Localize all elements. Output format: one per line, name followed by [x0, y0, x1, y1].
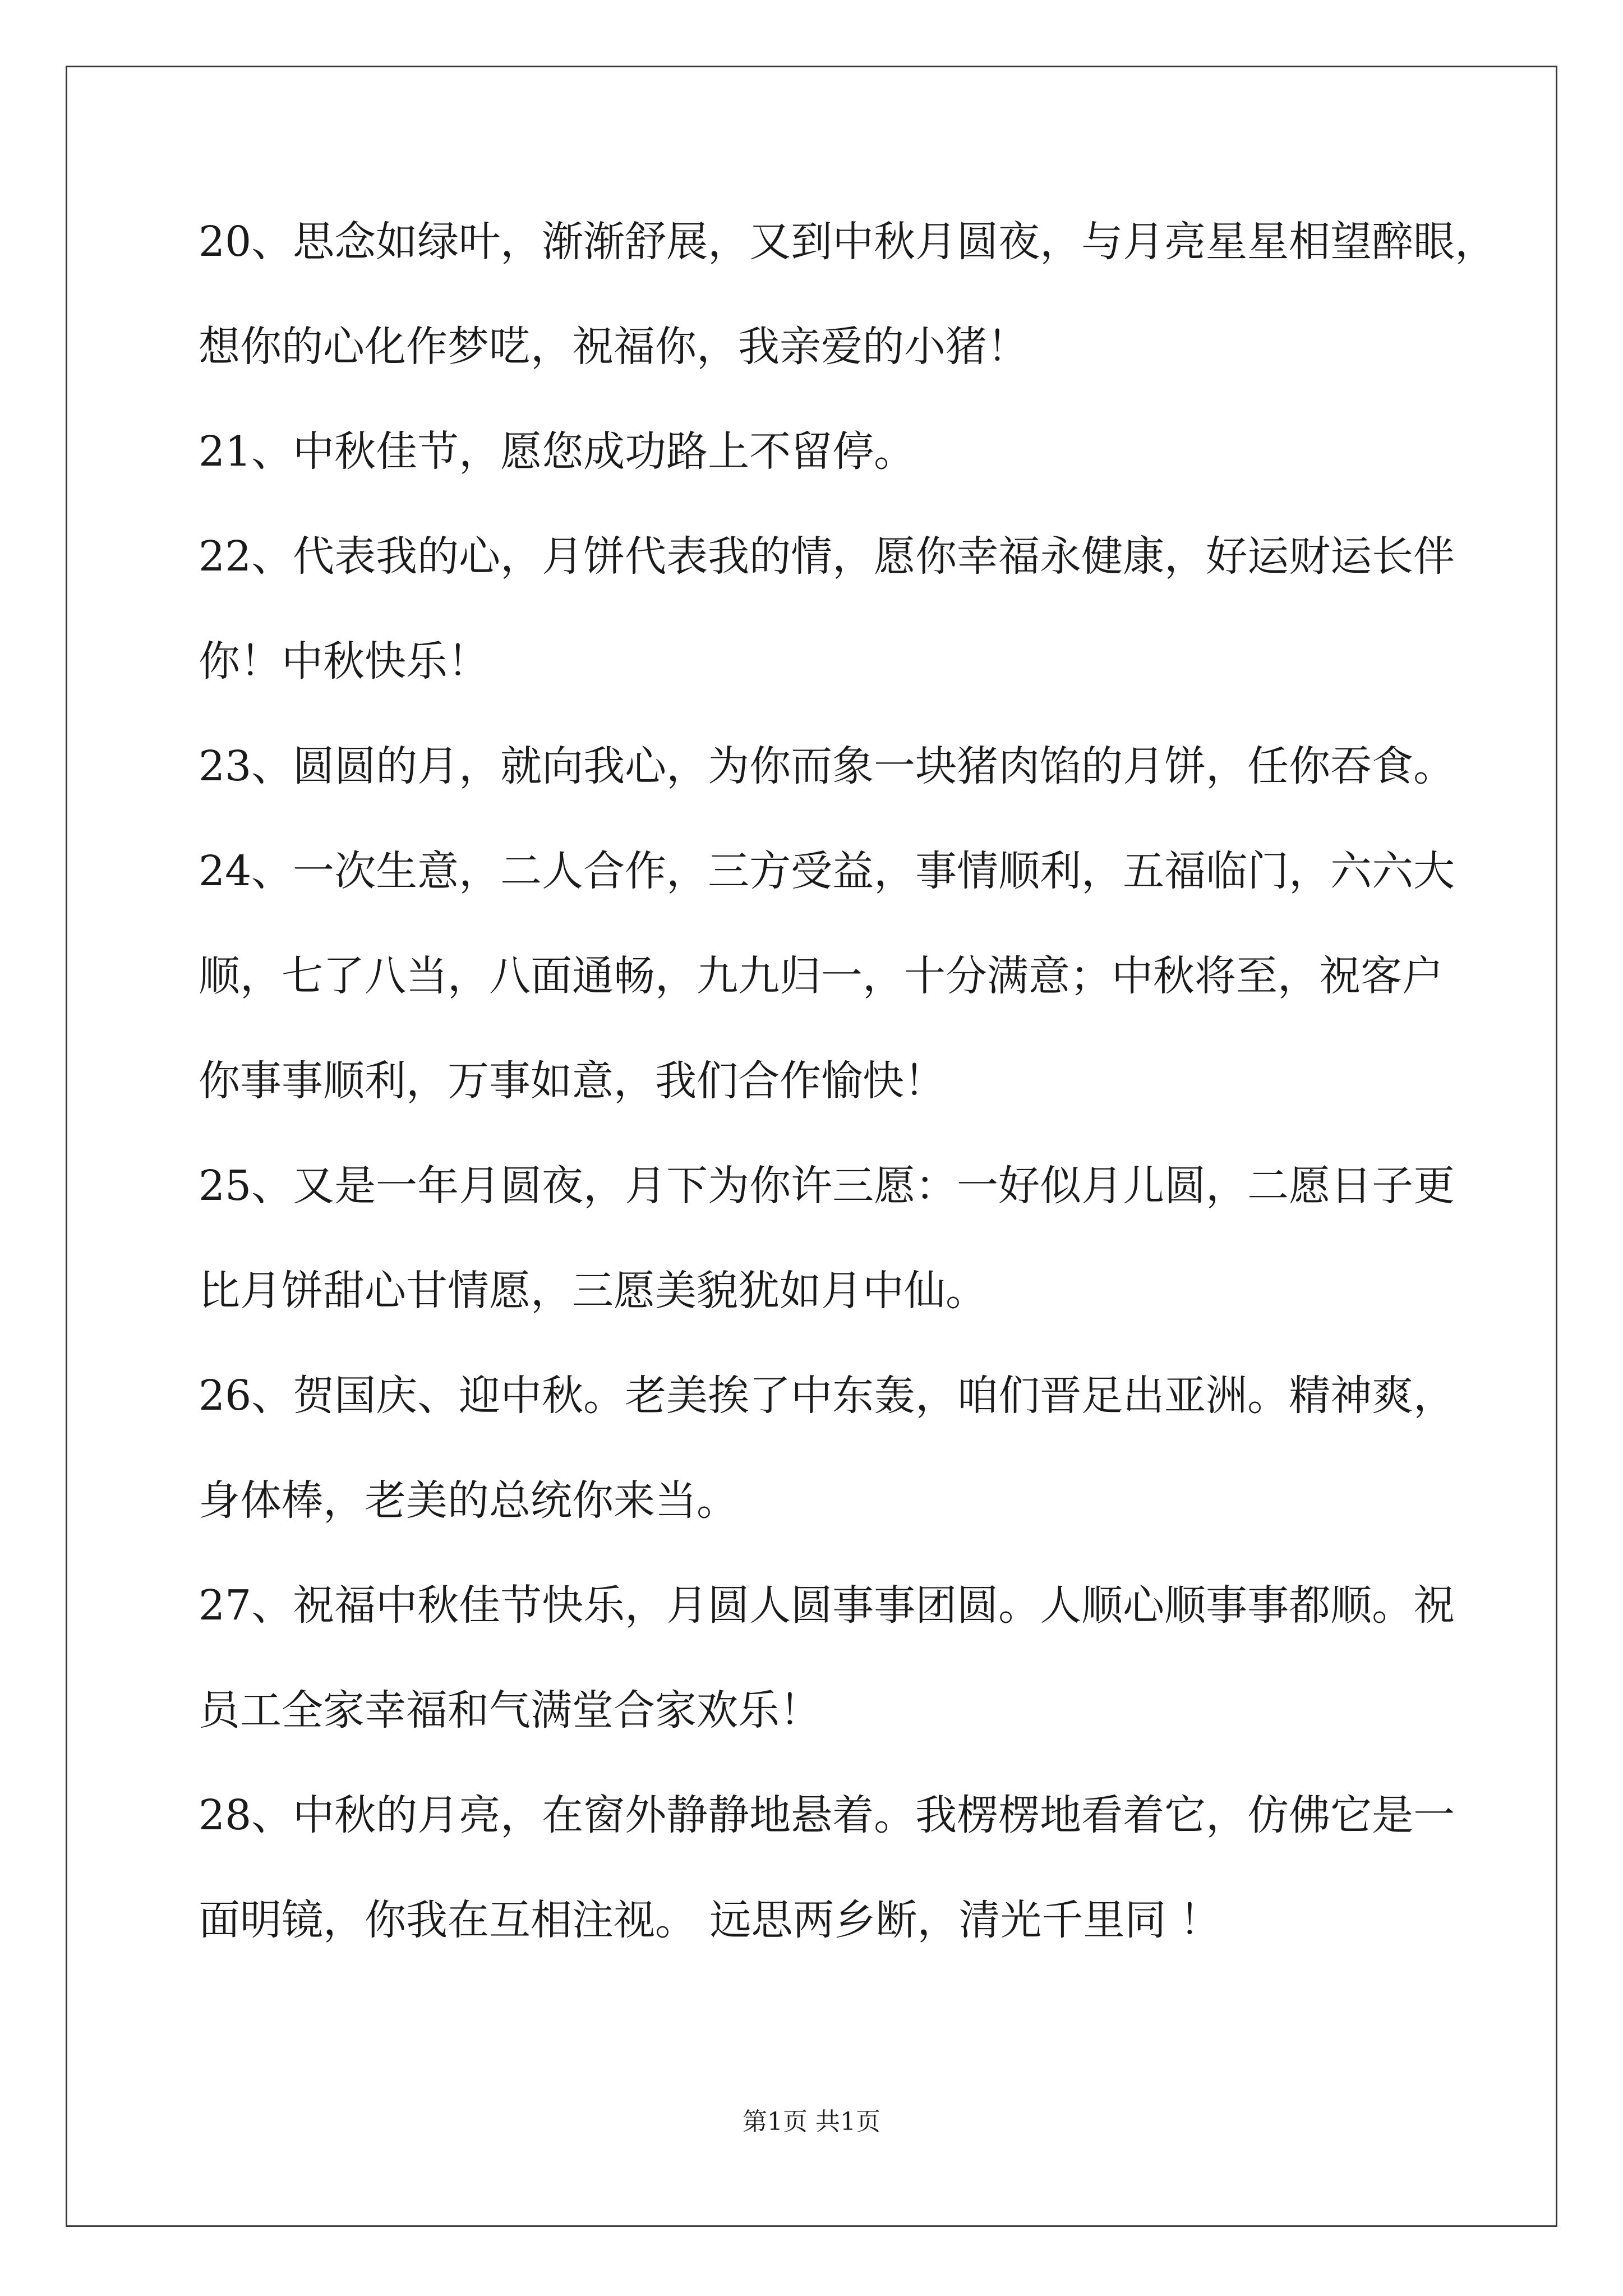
- text-line: 25、又是一年月圆夜，月下为你许三愿：一好似月儿圆，二愿日子更: [199, 1162, 1455, 1210]
- text-line: 24、一次生意，二人合作，三方受益，事情顺利，五福临门，六六大: [199, 847, 1455, 895]
- text-line: 员工全家幸福和气满堂合家欢乐！: [199, 1686, 821, 1734]
- text-line: 你！中秋快乐！: [199, 637, 489, 685]
- text-line: 身体棒，老美的总统你来当。: [199, 1476, 738, 1525]
- text-line: 27、祝福中秋佳节快乐，月圆人圆事事团圆。人顺心顺事事都顺。祝: [199, 1581, 1455, 1630]
- text-line: 21、中秋佳节，愿您成功路上不留停。: [199, 427, 916, 476]
- text-line: 22、代表我的心，月饼代表我的情，愿你幸福永健康，好运财运长伴: [199, 532, 1455, 581]
- text-line: 26、贺国庆、迎中秋。老美挨了中东轰，咱们晋足出亚洲。精神爽，: [199, 1372, 1455, 1420]
- text-line: 28、中秋的月亮，在窗外静静地悬着。我楞楞地看着它，仿佛它是一: [199, 1791, 1455, 1839]
- document-body: [199, 215, 1497, 1947]
- text-line: 顺，七了八当，八面通畅，九九归一，十分满意；中秋将至，祝客户: [199, 952, 1444, 1000]
- text-line: 面明镜，你我在互相注视。 远思两乡断，清光千里同 ！: [199, 1896, 1221, 1944]
- text-line: 20、思念如绿叶，渐渐舒展，又到中秋月圆夜，与月亮星星相望醉眼，: [199, 218, 1497, 266]
- text-line: 想你的心化作梦呓，祝福你，我亲爱的小猪！: [199, 323, 1029, 371]
- text-line: 你事事顺利，万事如意，我们合作愉快！: [199, 1057, 946, 1105]
- page-footer: 第1页 共1页: [743, 2108, 880, 2136]
- text-line: 23、圆圆的月，就向我心，为你而象一块猪肉馅的月饼，任你吞食。: [199, 742, 1455, 790]
- text-line: 比月饼甜心甘情愿，三愿美貌犹如月中仙。: [199, 1267, 987, 1315]
